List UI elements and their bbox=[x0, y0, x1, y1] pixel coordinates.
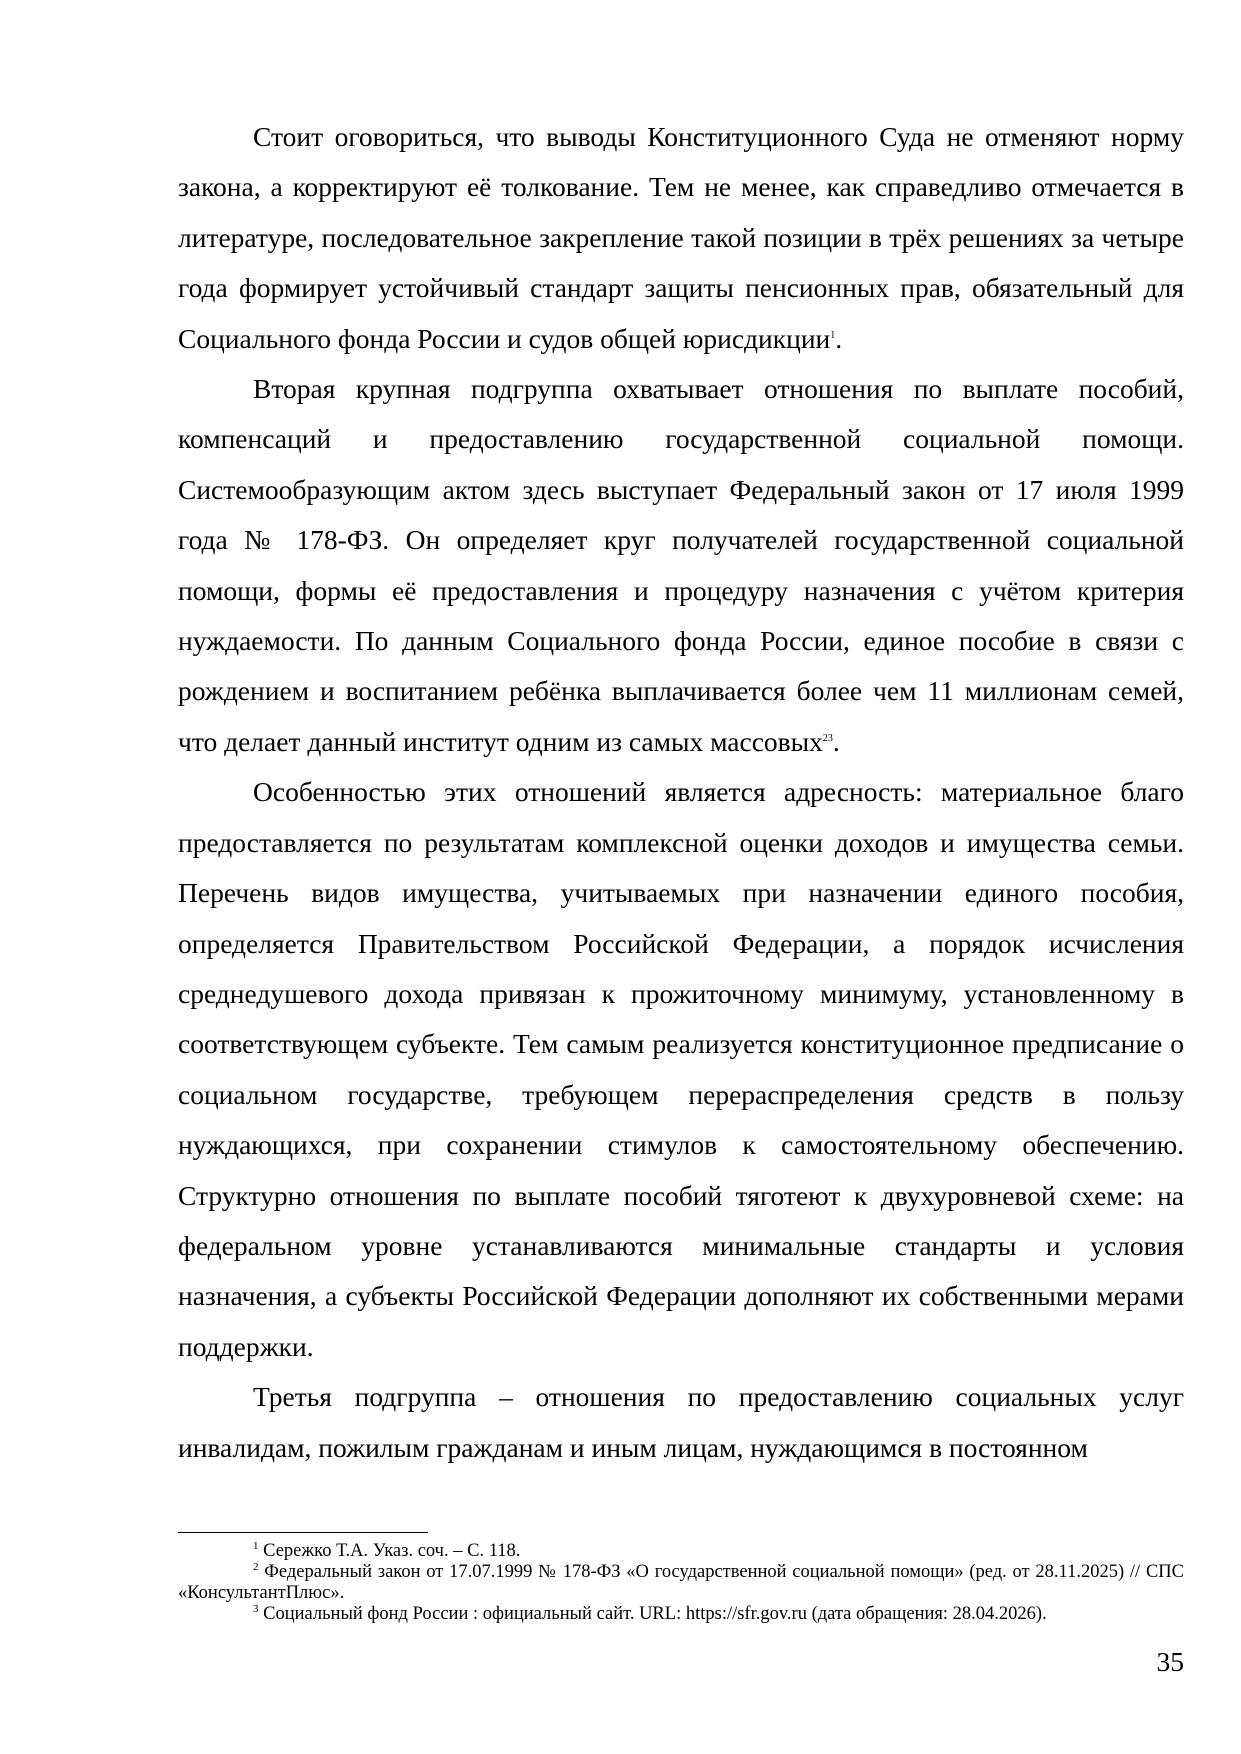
paragraph-4 bbox=[178, 1372, 1184, 1473]
footnote-1-text: Сережко Т.А. Указ. соч. – С. 118. bbox=[263, 1541, 521, 1561]
footnotes bbox=[178, 1541, 1184, 1625]
footnote-2 bbox=[178, 1562, 1184, 1604]
footnote-1 bbox=[178, 1541, 1184, 1562]
paragraph-2-end: . bbox=[832, 725, 840, 757]
footnote-2-mark: 2 bbox=[253, 1560, 259, 1573]
paragraph-3 bbox=[178, 767, 1184, 1372]
paragraph-1-end: . bbox=[835, 322, 843, 354]
paragraph-1 bbox=[178, 112, 1184, 364]
paragraph-4-text: Третья подгруппа – отношения по предоставлению социальных услуг инвалидам, пожилым гражданам и иным лицам, нуждающимся в постоянном bbox=[178, 1381, 1184, 1463]
footnote-1-mark: 1 bbox=[253, 1539, 259, 1552]
main-text bbox=[178, 112, 1184, 1473]
paragraph-2 bbox=[178, 364, 1184, 767]
footnote-3-mark: 3 bbox=[253, 1602, 259, 1615]
page-number: 35 bbox=[1156, 1646, 1184, 1677]
footnote-separator bbox=[178, 1532, 428, 1533]
footnote-3-text: Социальный фонд России : официальный сайт. URL: https://sfr.gov.ru (дата обращения: 28.04.2026). bbox=[263, 1604, 1047, 1624]
paragraph-1-text: Стоит оговориться, что выводы Конституционного Суда не отменяют норму закона, а корректируют её толкование. Тем не менее, как справедливо отмечается в литературе, последовательное закрепление такой позиции в трёх решениях за четыре года формирует устойчивый стандарт защиты пенсионных прав, обязательный для Социального фонда России и судов общей юрисдикции bbox=[178, 121, 1184, 354]
paragraph-2-text: Вторая крупная подгруппа охватывает отношения по выплате пособий, компенсаций и предоставлению государственной социальной помощи. Системообразующим актом здесь выступает Федеральный закон от 17 июля 1999 года № 178-ФЗ. Он определяет круг получателей государственной социальной помощи, формы её предоставления и процедуру назначения с учётом критерия нуждаемости. По данным Социального фонда России, единое пособие в связи с рождением и воспитанием ребёнка выплачивается более чем 11 миллионам семей, что делает данный институт одним из самых массовых bbox=[178, 373, 1184, 757]
footnote-reference-1[interactable]: 1 bbox=[830, 329, 836, 341]
footnote-2-text: Федеральный закон от 17.07.1999 № 178-ФЗ «О государственной социальной помощи» (ред. от 28.11.2025) // СПС «КонсультантПлюс». bbox=[178, 1562, 1185, 1603]
paragraph-3-text: Особенностью этих отношений является адресность: материальное благо предоставляется по результатам комплексной оценки доходов и имущества семьи. Перечень видов имущества, учитываемых при назначении единого пособия, определяется Правительством Российской Федерации, а порядок исчисления среднедушевого дохода привязан к прожиточному минимуму, установленному в соответствующем субъекте. Тем самым реализуется конституционное предписание о социальном государстве, требующем перераспределения средств в пользу нуждающихся, при сохранении стимулов к самостоятельному обеспечению. Структурно отношения по выплате пособий тяготеют к двухуровневой схеме: на федеральном уровне устанавливаются минимальные стандарты и условия назначения, а субъекты Российской Федерации дополняют их собственными мерами поддержки. bbox=[178, 776, 1184, 1362]
footnote-reference-2-3[interactable]: 23 bbox=[822, 732, 833, 744]
footnote-3 bbox=[178, 1604, 1184, 1625]
